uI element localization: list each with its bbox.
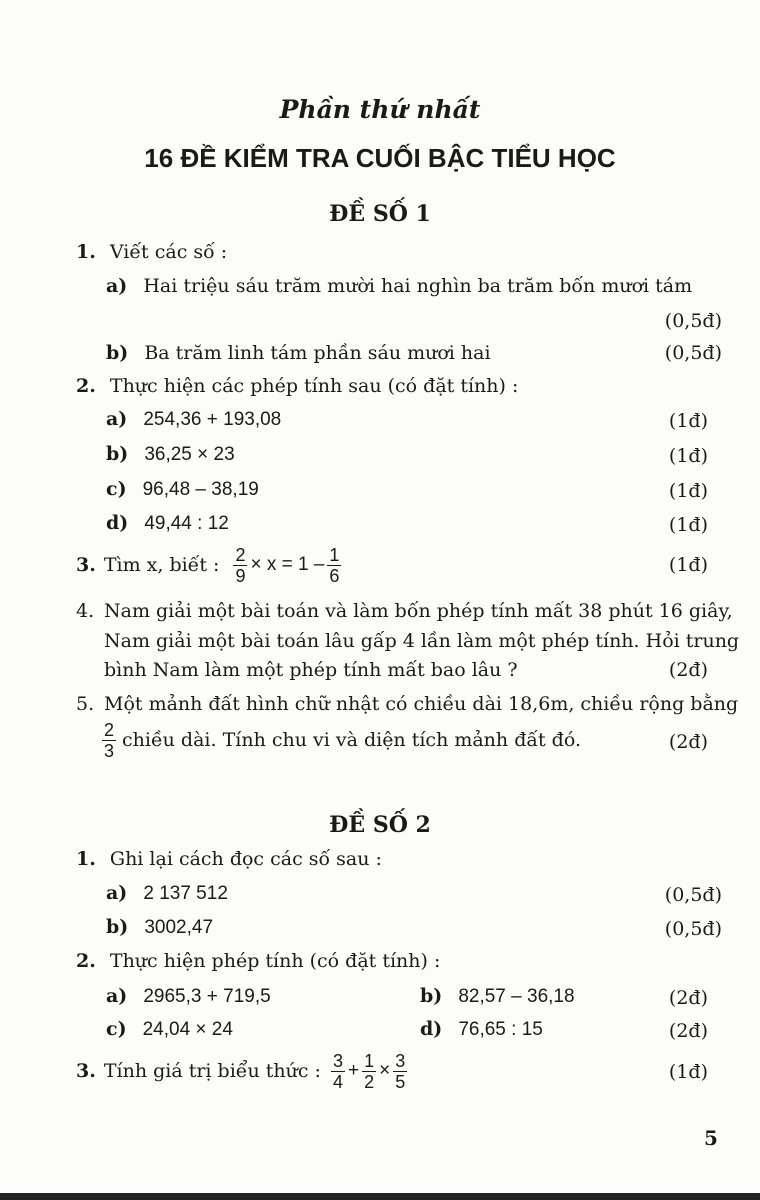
exam1-q2c [106,478,259,501]
item-expression: 2965,3 + 719,5 [143,986,271,1007]
exam1-q4-line2: Nam giải một bài toán lâu gấp 4 lần làm một phép tính. Hỏi trung [104,630,740,652]
question-number: 1. [76,241,96,263]
points: (1đ) [668,445,708,467]
item-expression: 82,57 – 36,18 [458,986,575,1007]
item-label: a) [106,985,128,1007]
question-number: 2. [76,375,96,397]
item-label: b) [420,985,443,1007]
fraction-numerator: 3 [395,1050,406,1071]
exam2-q2b [420,985,575,1008]
item-expression: 49,44 : 12 [144,513,229,534]
fraction-numerator: 2 [235,544,246,565]
fraction-denominator: 5 [395,1071,406,1092]
item-label: d) [106,512,129,534]
item-expression: 36,25 × 23 [144,444,235,465]
exam2-q1a [106,882,228,905]
item-expression: 254,36 + 193,08 [143,409,282,430]
item-text: Ba trăm linh tám phần sáu mươi hai [144,342,491,364]
operator: + [347,1060,360,1081]
item-label: a) [106,275,128,297]
scan-bottom-edge [0,1193,760,1200]
points: (2đ) [668,731,708,753]
points: (2đ) [668,659,708,681]
question-text: Viết các số : [109,241,228,263]
fraction [233,545,247,586]
item-text: 2 137 512 [143,883,228,904]
item-label: d) [420,1018,443,1040]
fraction-denominator: 4 [332,1071,343,1092]
exam1-q4-line1: Nam giải một bài toán và làm bốn phép tính mất 38 phút 16 giây, [104,600,733,622]
exam1-q4-line3: bình Nam làm một phép tính mất bao lâu ? [104,659,518,681]
fraction [331,1051,345,1092]
fraction-denominator: 6 [329,565,340,586]
exam1-q2a [106,408,281,431]
expression-middle: × x = 1 – [250,554,325,575]
exam2-q2 [76,950,440,972]
question-number: 3. [76,554,96,576]
item-text: Hai triệu sáu trăm mười hai nghìn ba trăm bốn mươi tám [143,275,693,297]
exam1-q1a [106,275,692,297]
exam1-q1 [76,241,227,263]
question-text: Tìm x, biết : [103,554,220,576]
fraction-numerator: 3 [332,1050,343,1071]
points: (1đ) [668,514,708,536]
exam2-q2c [106,1018,233,1041]
exam1-q5-num: 5. [76,693,95,715]
exam1-q2b [106,443,235,466]
exam2-q2d [420,1018,543,1041]
fraction-denominator: 3 [104,740,115,761]
item-label: b) [106,342,129,364]
fraction [102,720,116,761]
fraction-numerator: 1 [329,544,340,565]
question-number: 1. [76,848,96,870]
part-title: Phần thứ nhất [279,95,481,124]
exam2-q1b [106,916,213,939]
fraction-numerator: 2 [104,719,115,740]
points: (2đ) [668,987,708,1009]
exam1-q4-num: 4. [76,600,95,622]
fraction-denominator: 2 [364,1071,375,1092]
points: (2đ) [668,1020,708,1042]
fraction [362,1051,376,1092]
item-label: a) [106,408,128,430]
points: (0,5đ) [664,342,722,364]
points: (1đ) [668,1061,708,1083]
question-text: Thực hiện phép tính (có đặt tính) : [109,950,441,972]
exam1-title: ĐỀ SỐ 1 [329,201,431,227]
question-text: Ghi lại cách đọc các số sau : [109,848,382,870]
item-label: b) [106,916,129,938]
item-text: 3002,47 [144,917,214,938]
points: (0,5đ) [664,884,722,906]
item-expression: 76,65 : 15 [458,1019,543,1040]
item-label: c) [106,1018,127,1040]
item-label: a) [106,882,128,904]
operator: × [379,1060,391,1081]
item-label: b) [106,443,129,465]
points: (1đ) [668,480,708,502]
exam1-q5-line1: Một mảnh đất hình chữ nhật có chiều dài 18,6m, chiều rộng bằng [104,693,739,715]
fraction [327,545,341,586]
page-number: 5 [704,1126,718,1150]
item-expression: 96,48 – 38,19 [142,479,259,500]
exam1-q3 [76,540,341,590]
exam1-q2d [106,512,229,535]
points: (0,5đ) [664,918,722,940]
item-label: c) [106,478,127,500]
points: (1đ) [668,554,708,576]
exam1-q5-line2: chiều dài. Tính chu vi và diện tích mảnh đất đó. [122,729,581,751]
main-title: 16 ĐỀ KIỂM TRA CUỐI BẬC TIỂU HỌC [144,143,616,173]
question-text: Tính giá trị biểu thức : [103,1060,321,1082]
exam1-q2 [76,375,518,397]
item-expression: 24,04 × 24 [142,1019,233,1040]
points: (0,5đ) [664,310,722,332]
points: (1đ) [668,410,708,432]
fraction-numerator: 1 [364,1050,375,1071]
fraction-denominator: 9 [235,565,246,586]
exam2-q3 [76,1046,407,1096]
question-number: 2. [76,950,96,972]
fraction [393,1051,407,1092]
exam2-q2a [106,985,271,1008]
exam1-q1b [106,342,491,364]
question-number: 3. [76,1060,96,1082]
exam1-q5-line2-row [102,716,581,764]
exam2-q1 [76,848,382,870]
exam2-title: ĐỀ SỐ 2 [329,812,431,838]
question-text: Thực hiện các phép tính sau (có đặt tính) : [109,375,519,397]
